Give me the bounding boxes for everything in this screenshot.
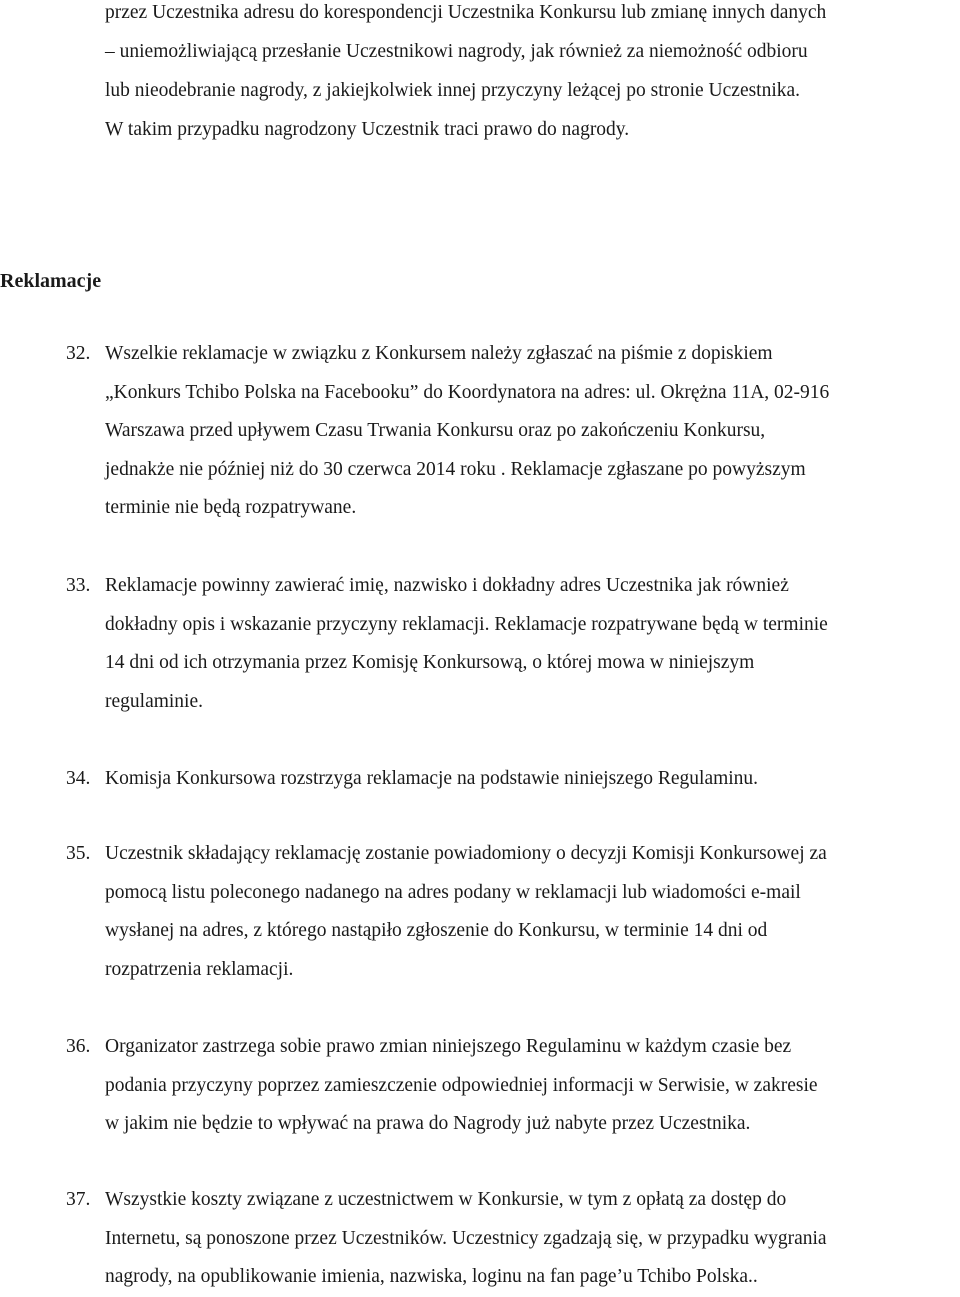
clause-text (105, 567, 956, 721)
clause-number: 33. (66, 575, 91, 596)
clause-line: wysłanej na adres, z którego nastąpiło zgłoszenie do Konkursu, w terminie 14 dni od (105, 920, 768, 941)
clause-line: rozpatrzenia reklamacji. (105, 958, 294, 980)
clause-line: jednakże nie później niż do 30 czerwca 2014 roku . Reklamacje zgłaszane po powyższym (105, 458, 806, 480)
clause-line: regulaminie. (105, 690, 204, 712)
clause-line: Wszelkie reklamacje w związku z Konkursem należy zgłaszać na piśmie z dopiskiem (105, 343, 773, 364)
clause-line: „Konkurs Tchibo Polska na Facebooku” do Koordynatora na adres: ul. Okrężna 11A, 02-916 (105, 381, 830, 403)
clause-line: Komisja Konkursowa rozstrzyga reklamacje na podstawie niniejszego Regulaminu. (105, 768, 759, 789)
clause-line: dokładny opis i wskazanie przyczyny reklamacji. Reklamacje rozpatrywane będą w terminie (105, 613, 828, 635)
intro-line: W takim przypadku nagrodzony Uczestnik traci prawo do nagrody. (105, 119, 630, 140)
clause-line: nagrody, na opublikowanie imienia, nazwiska, loginu na fan page’u Tchibo Polska.. (105, 1266, 758, 1287)
clause-text (105, 335, 956, 528)
clause-text (105, 1028, 956, 1144)
clause-line: Reklamacje powinny zawierać imię, nazwisko i dokładny adres Uczestnika jak również (105, 575, 789, 596)
intro-paragraph (105, 0, 953, 149)
clause-line: Warszawa przed upływem Czasu Trwania Konkursu oraz po zakończeniu Konkursu, (105, 420, 766, 441)
clause-number: 36. (66, 1036, 91, 1057)
clause-text (105, 760, 956, 799)
clause-text (105, 1181, 956, 1297)
clause-line: Organizator zastrzega sobie prawo zmian niniejszego Regulaminu w każdym czasie bez (105, 1036, 792, 1057)
clause-line: terminie nie będą rozpatrywane. (105, 497, 357, 518)
intro-line: przez Uczestnika adresu do korespondencji Uczestnika Konkursu lub zmianę innych danych (105, 2, 827, 23)
clause-line: podania przyczyny poprzez zamieszczenie odpowiedniej informacji w Serwisie, w zakresie (105, 1074, 818, 1096)
clause-line: pomocą listu poleconego nadanego na adres podany w reklamacji lub wiadomości e-mail (105, 881, 801, 903)
clause-number: 32. (66, 343, 91, 364)
clause-number: 35. (66, 843, 91, 864)
clause-line: Uczestnik składający reklamację zostanie powiadomiony o decyzji Komisji Konkursowej za (105, 843, 827, 864)
intro-line: lub nieodebranie nagrody, z jakiejkolwiek innej przyczyny leżącej po stronie Uczestnika. (105, 80, 801, 101)
clause-line: 14 dni od ich otrzymania przez Komisję Konkursową, o której mowa w niniejszym (105, 652, 755, 673)
clause-line: Internetu, są ponoszone przez Uczestników. Uczestnicy zgadzają się, w przypadku wygrania (105, 1227, 827, 1249)
section-heading-reklamacje: Reklamacje (0, 270, 102, 292)
clause-line: Wszystkie koszty związane z uczestnictwem w Konkursie, w tym z opłatą za dostęp do (105, 1189, 787, 1210)
clause-number: 37. (66, 1189, 91, 1210)
clause-number: 34. (66, 768, 91, 789)
intro-line: – uniemożliwiającą przesłanie Uczestnikowi nagrody, jak również za niemożność odbioru (105, 41, 808, 62)
clause-line: w jakim nie będzie to wpływać na prawa do Nagrody już nabyte przez Uczestnika. (105, 1113, 751, 1134)
clause-text (105, 835, 956, 989)
